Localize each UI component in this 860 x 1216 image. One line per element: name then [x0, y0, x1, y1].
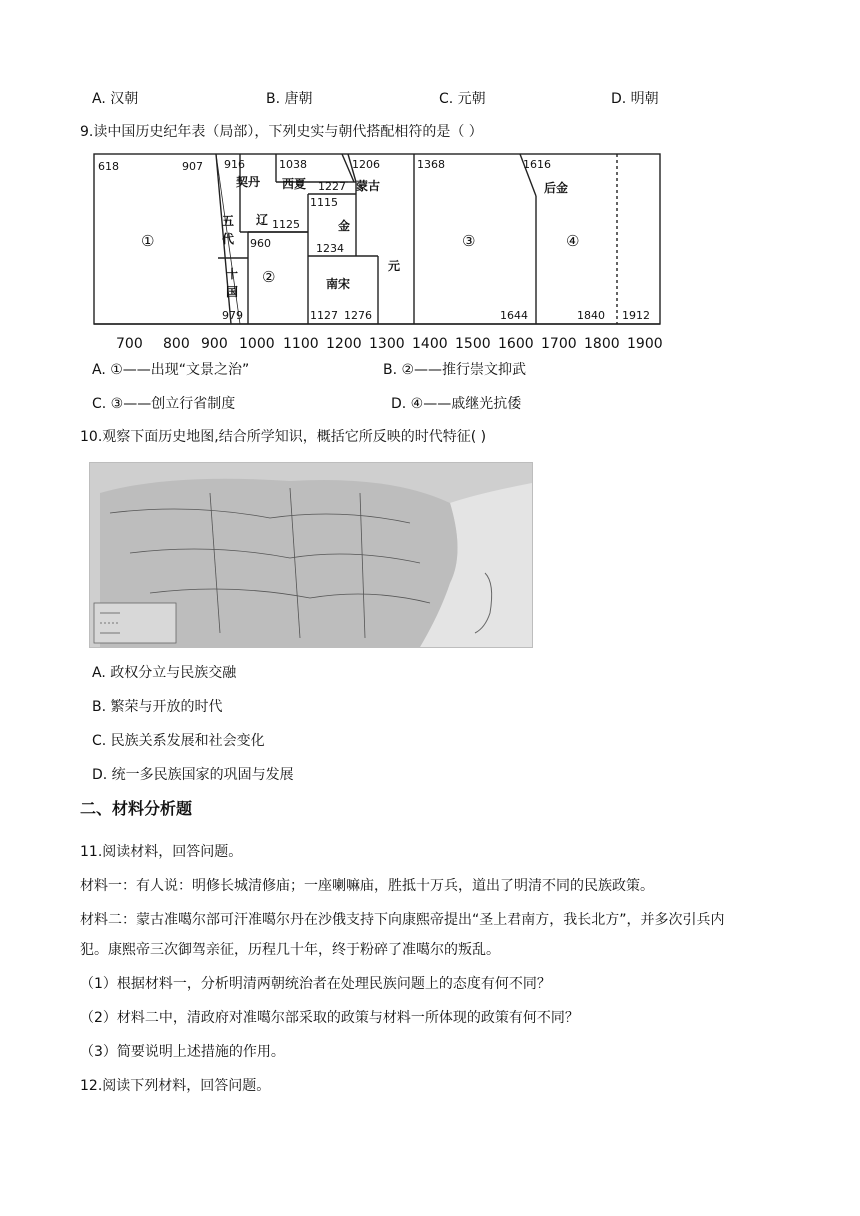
tl-tick-1300: 1300	[369, 336, 405, 352]
tl-year-1234: 1234	[316, 242, 344, 255]
q9-option-c: C. ③——创立行省制度	[92, 396, 236, 412]
tl-label-dai: 代	[222, 232, 235, 246]
tl-year-907: 907	[182, 160, 203, 173]
q11-subquestion-2: （2）材料二中，清政府对准噶尔部采取的政策与材料一所体现的政策有何不同？	[80, 1010, 579, 1026]
map-image-icon	[90, 463, 532, 647]
q10-stem: 10.观察下面历史地图,结合所学知识，概括它所反映的时代特征( )	[80, 429, 487, 445]
tl-year-1616: 1616	[523, 158, 551, 171]
tl-label-jin: 金	[338, 219, 351, 233]
tl-year-1125: 1125	[272, 218, 300, 231]
q8-option-b: B. 唐朝	[266, 91, 313, 107]
q12-stem: 12.阅读下列材料，回答问题。	[80, 1078, 271, 1094]
tl-circled-4: ④	[566, 232, 580, 250]
q11-material2-line1: 材料二：蒙古准噶尔部可汗准噶尔丹在沙俄支持下向康熙帝提出“圣上君南方，我长北方”，并多次引兵内	[80, 912, 725, 928]
tl-year-1368: 1368	[417, 158, 445, 171]
tl-tick-1500: 1500	[455, 336, 491, 352]
tl-year-1115: 1115	[310, 196, 338, 209]
tl-circled-2: ②	[262, 268, 276, 286]
q8-option-d: D. 明朝	[611, 91, 659, 107]
tl-year-1206: 1206	[352, 158, 380, 171]
tl-tick-900: 900	[201, 336, 228, 352]
tl-tick-1900: 1900	[627, 336, 663, 352]
q11-subquestion-3: （3）简要说明上述措施的作用。	[80, 1044, 285, 1060]
tl-label-liao: 辽	[256, 213, 269, 227]
q11-material1: 材料一：有人说：明修长城清修庙；一座喇嘛庙，胜抵十万兵，道出了明清不同的民族政策。	[80, 878, 654, 894]
tl-year-979: 979	[222, 309, 243, 322]
q10-option-a: A. 政权分立与民族交融	[92, 665, 237, 681]
q8-option-c: C. 元朝	[439, 91, 486, 107]
tl-year-1276: 1276	[344, 309, 372, 322]
tl-year-1644: 1644	[500, 309, 528, 322]
tl-tick-700: 700	[116, 336, 143, 352]
q10-historical-map	[89, 462, 533, 648]
tl-year-1038: 1038	[279, 158, 307, 171]
q11-material2-line2: 犯。康熙帝三次御驾亲征，历程几十年，终于粉碎了准噶尔的叛乱。	[80, 942, 500, 958]
tl-tick-1800: 1800	[584, 336, 620, 352]
tl-circled-1: ①	[141, 232, 155, 250]
q10-option-d: D. 统一多民族国家的巩固与发展	[92, 767, 294, 783]
q9-timeline-figure	[86, 148, 676, 356]
q9-option-b: B. ②——推行崇文抑武	[383, 362, 527, 378]
tl-year-1127: 1127	[310, 309, 338, 322]
q10-option-b: B. 繁荣与开放的时代	[92, 699, 223, 715]
q9-option-a: A. ①——出现“文景之治”	[92, 362, 250, 378]
tl-tick-800: 800	[163, 336, 190, 352]
q9-stem: 9.读中国历史纪年表（局部），下列史实与朝代搭配相符的是（ ）	[80, 124, 483, 140]
tl-label-menggu: 蒙古	[356, 179, 381, 193]
q10-option-c: C. 民族关系发展和社会变化	[92, 733, 265, 749]
tl-label-houjin: 后金	[544, 181, 569, 195]
tl-label-wu: 五	[222, 214, 235, 228]
tl-tick-1600: 1600	[498, 336, 534, 352]
q9-option-d: D. ④——戚继光抗倭	[391, 396, 522, 412]
tl-label-shi: 十	[226, 267, 239, 281]
tl-tick-1400: 1400	[412, 336, 448, 352]
tl-label-guo: 国	[226, 285, 239, 299]
tl-year-916: 916	[224, 158, 245, 171]
q11-subquestion-1: （1）根据材料一，分析明清两朝统治者在处理民族问题上的态度有何不同？	[80, 976, 551, 992]
tl-label-nansong: 南宋	[326, 277, 351, 291]
tl-tick-1000: 1000	[239, 336, 275, 352]
section-heading: 二、材料分析题	[80, 799, 193, 818]
tl-year-1227: 1227	[318, 180, 346, 193]
q11-stem: 11.阅读材料，回答问题。	[80, 844, 243, 860]
tl-year-618: 618	[98, 160, 119, 173]
tl-year-1840: 1840	[577, 309, 605, 322]
tl-tick-1200: 1200	[326, 336, 362, 352]
tl-tick-1700: 1700	[541, 336, 577, 352]
tl-year-1912: 1912	[622, 309, 650, 322]
tl-tick-1100: 1100	[283, 336, 319, 352]
tl-circled-3: ③	[462, 232, 476, 250]
tl-year-960: 960	[250, 237, 271, 250]
tl-label-yuan: 元	[388, 259, 401, 273]
tl-label-qidan: 契丹	[236, 175, 261, 189]
q8-option-a: A. 汉朝	[92, 91, 139, 107]
tl-label-xixia: 西夏	[282, 177, 307, 191]
